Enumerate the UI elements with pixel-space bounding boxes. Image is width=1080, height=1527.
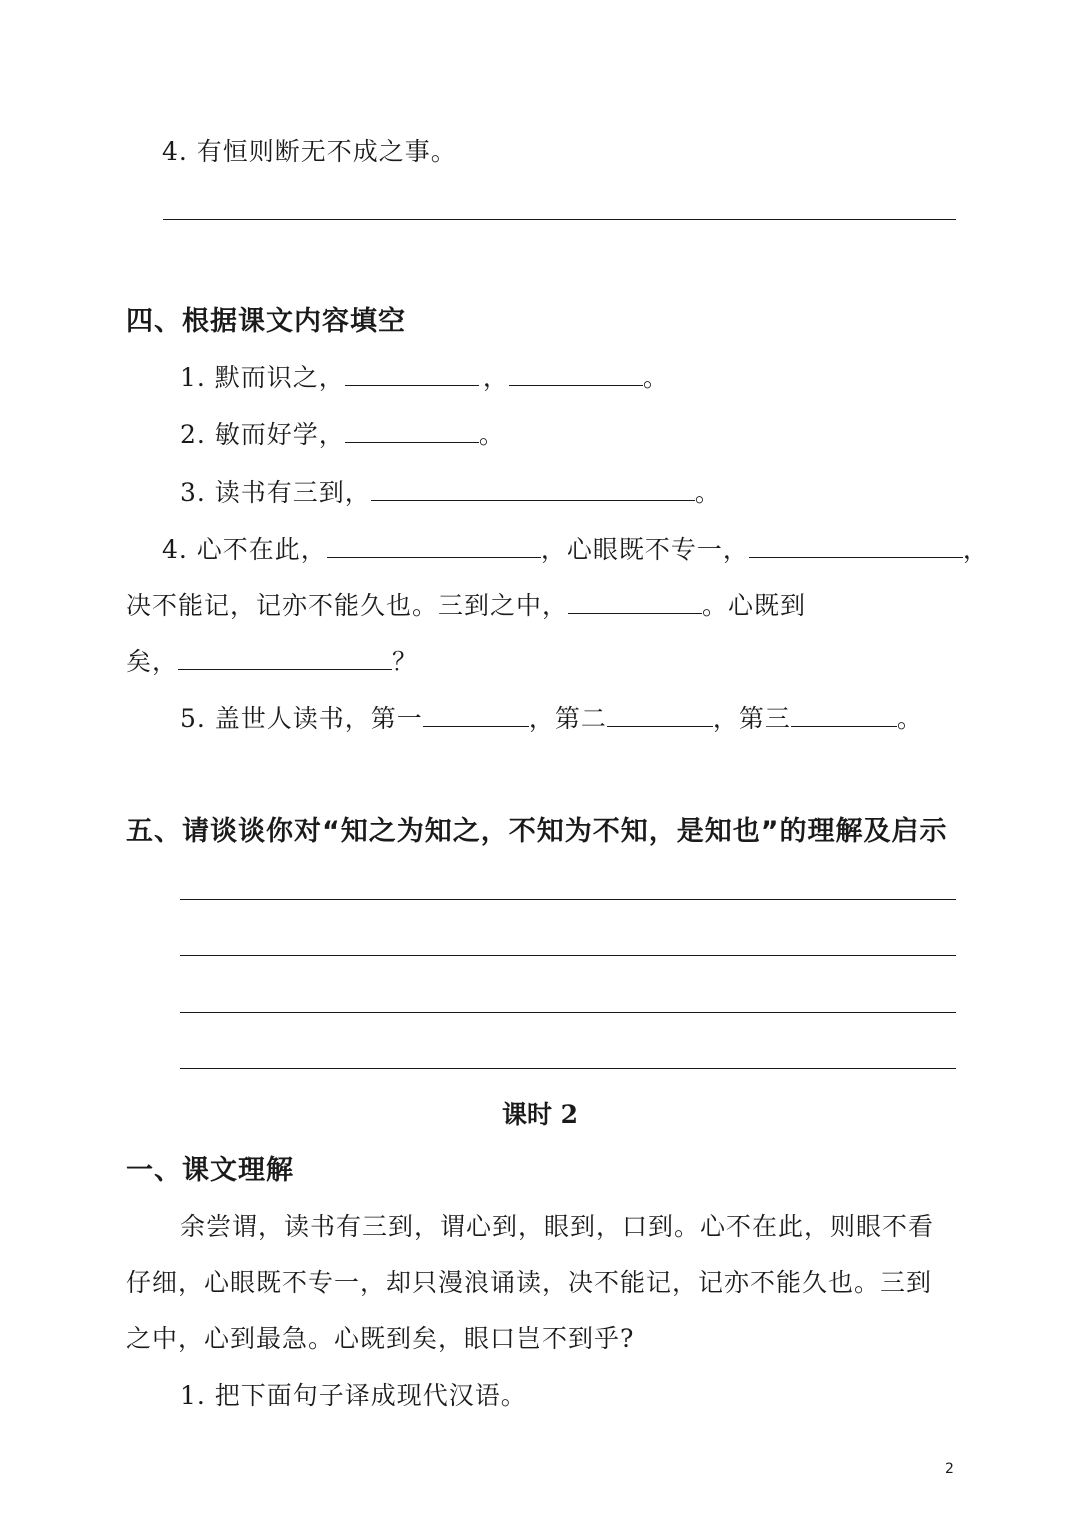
question-4-2-prefix: 2. 敏而好学， <box>180 420 345 449</box>
question-4-2-end: 。 <box>478 420 505 449</box>
question-4-3 <box>180 477 721 509</box>
question-4-5 <box>180 703 923 735</box>
page-number: 2 <box>945 1461 954 1477</box>
blank-4-1-b[interactable] <box>509 363 643 386</box>
lesson-2-title: 课时 2 <box>501 1100 579 1129</box>
question-4-4-end: ， <box>962 535 989 564</box>
question-4-1 <box>180 362 669 394</box>
answer-line-5-2[interactable] <box>180 955 956 956</box>
question-4-5-prefix: 5. 盖世人读书，第一 <box>180 704 423 733</box>
question-4-1-prefix: 1. 默而识之， <box>180 363 345 392</box>
question-4-4-line-3-prefix: 矣， <box>126 647 179 676</box>
section-5-heading: 五、请谈谈你对“知之为知之，不知为不知，是知也”的理解及启示 <box>126 816 948 847</box>
question-4-2 <box>180 419 505 451</box>
answer-line-item-4[interactable] <box>163 219 956 220</box>
question-4-5-mid-2: ，第三 <box>712 704 791 733</box>
passage-line-1: 余尝谓，读书有三到，谓心到，眼到，口到。心不在此，则眼不看 <box>180 1212 935 1241</box>
question-4-4-line-1 <box>162 534 989 566</box>
question-4-4-prefix: 4. 心不在此， <box>162 535 327 564</box>
question-4-1-separator: ， <box>482 363 509 392</box>
question-4-1-end: 。 <box>642 363 669 392</box>
question-4-5-end: 。 <box>896 704 923 733</box>
blank-4-2[interactable] <box>345 420 479 443</box>
question-4-4-line-2-end: 。心既到 <box>702 591 807 620</box>
question-4-4-line-3 <box>126 646 418 678</box>
question-4-4-line-2 <box>126 590 806 622</box>
blank-4-4-a[interactable] <box>327 535 541 558</box>
blank-4-1-a[interactable] <box>345 363 479 386</box>
answer-line-5-1[interactable] <box>180 899 956 900</box>
answer-line-5-4[interactable] <box>180 1068 956 1069</box>
section-4-heading: 四、根据课文内容填空 <box>126 306 406 337</box>
lesson-2-heading: 一、课文理解 <box>126 1155 294 1186</box>
question-4-3-prefix: 3. 读书有三到， <box>180 478 371 507</box>
blank-4-4-c[interactable] <box>568 591 702 614</box>
passage-line-3: 之中，心到最急。心既到矣，眼口岂不到乎? <box>126 1324 635 1353</box>
answer-line-5-3[interactable] <box>180 1012 956 1013</box>
blank-4-4-d[interactable] <box>178 647 392 670</box>
blank-4-5-a[interactable] <box>423 704 529 727</box>
blank-4-5-c[interactable] <box>791 704 897 727</box>
blank-4-5-b[interactable] <box>607 704 713 727</box>
question-4-4-line-2-prefix: 决不能记，记亦不能久也。三到之中， <box>126 591 569 620</box>
task-1-instruction: 1. 把下面句子译成现代汉语。 <box>180 1381 527 1410</box>
question-4-4-mid: ，心眼既不专一， <box>540 535 749 564</box>
blank-4-4-b[interactable] <box>749 535 963 558</box>
passage-line-2: 仔细，心眼既不专一，却只漫浪诵读，决不能记，记亦不能久也。三到 <box>126 1268 933 1297</box>
blank-4-3[interactable] <box>371 478 695 501</box>
item-4-sentence: 4. 有恒则断无不成之事。 <box>162 137 457 166</box>
question-4-3-end: 。 <box>694 478 721 507</box>
question-4-5-mid-1: ，第二 <box>528 704 607 733</box>
question-4-4-line-3-end: ？ <box>392 647 419 676</box>
